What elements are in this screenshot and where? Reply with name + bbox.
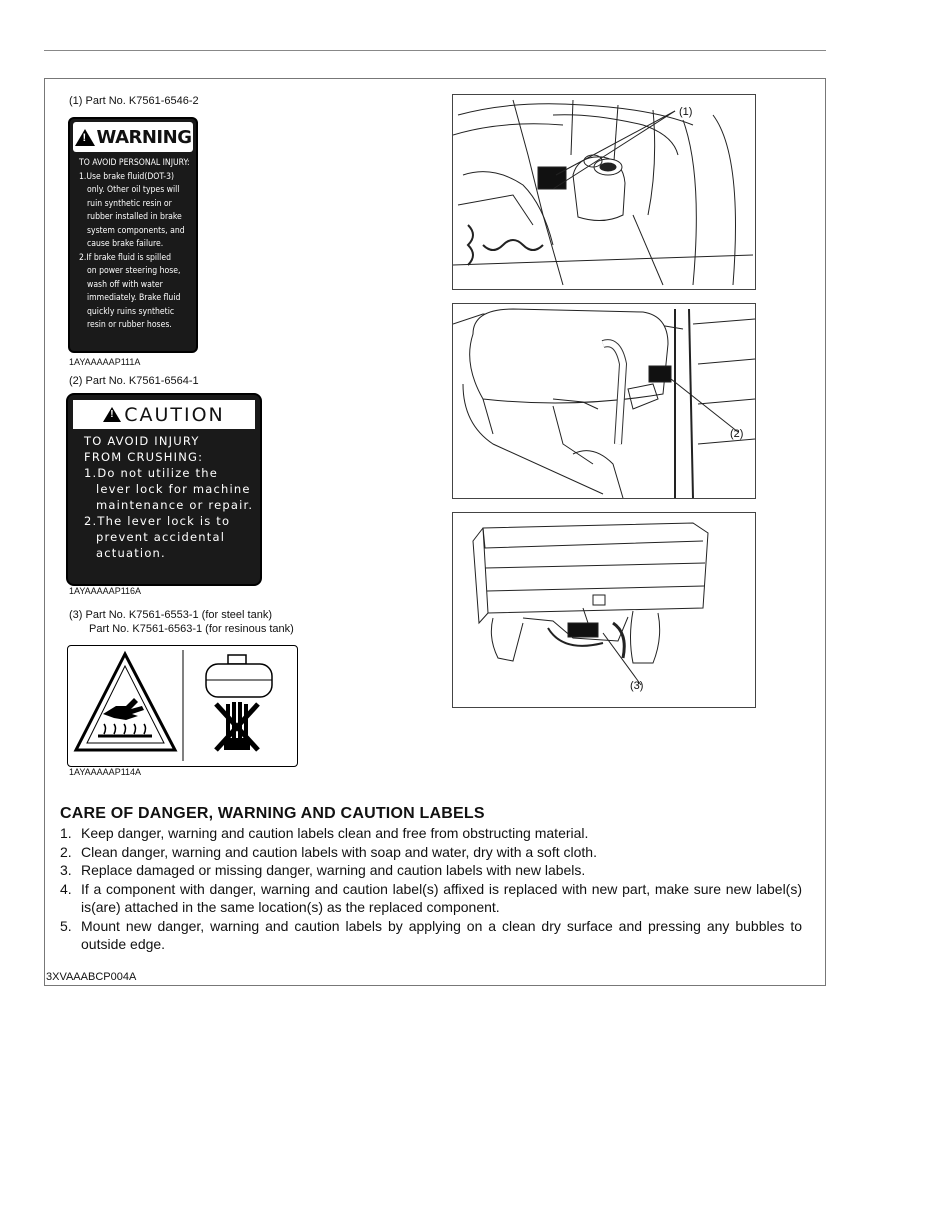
caution-line: 2.The lever lock is to	[84, 514, 231, 528]
warning-triangle-icon: !	[75, 129, 95, 146]
care-item-text: Clean danger, warning and caution labels with soap and water, dry with a soft cloth.	[81, 843, 597, 860]
figure-fuel-tank	[452, 512, 756, 708]
label-3-caption-1: (3) Part No. K7561-6553-1 (for steel tank)	[69, 609, 272, 621]
care-item	[60, 843, 802, 862]
care-item	[60, 917, 802, 954]
care-item	[60, 880, 802, 917]
label-2-caption: (2) Part No. K7561-6564-1	[69, 375, 199, 387]
label-3-code: 1AYAAAAAP114A	[69, 767, 142, 777]
fuel-tank-illustration	[453, 513, 755, 707]
hot-surface-pictogram-icon	[68, 646, 296, 765]
care-item-text: Replace damaged or missing danger, warning and caution labels with new labels.	[81, 862, 586, 878]
warning-line: on power steering hose,	[87, 266, 181, 276]
document-code: 3XVAAABCP004A	[46, 971, 137, 983]
care-item-text: If a component with danger, warning and caution label(s) affixed is replaced with new part, make sure new label(s) is(are) attached in the same location(s) as the replaced component.	[81, 880, 802, 915]
caution-label	[66, 393, 262, 586]
callout-1: (1)	[679, 106, 693, 118]
warning-line: resin or rubber hoses.	[87, 320, 172, 330]
warning-line: wash off with water	[87, 279, 163, 290]
callout-3: (3)	[630, 680, 644, 692]
caution-line: 1.Do not utilize the	[84, 466, 219, 480]
header-rule	[44, 50, 826, 51]
warning-line: 1.Use brake fluid(DOT-3)	[79, 171, 175, 182]
caution-body	[84, 433, 254, 561]
care-item-number: 2.	[60, 843, 72, 860]
hot-surface-label	[67, 645, 298, 767]
caution-line: prevent accidental	[96, 530, 226, 544]
warning-line: 2.If brake fluid is spilled	[79, 252, 172, 263]
care-item	[60, 824, 802, 843]
care-item-number: 1.	[60, 825, 72, 841]
warning-line: rubber installed in brake	[87, 212, 182, 222]
caution-line: lever lock for machine	[96, 482, 251, 496]
warning-line: immediately. Brake fluid	[87, 293, 181, 303]
care-item-number: 5.	[60, 917, 72, 934]
care-section-title: CARE OF DANGER, WARNING AND CAUTION LABELS	[60, 805, 485, 822]
care-item-number: 3.	[60, 862, 72, 878]
warning-line: TO AVOID PERSONAL INJURY:	[79, 158, 190, 168]
label-1-caption: (1) Part No. K7561-6546-2	[69, 95, 199, 107]
caution-triangle-icon: !	[103, 407, 121, 422]
caution-heading-text: CAUTION	[124, 403, 225, 426]
label-3-caption-2: Part No. K7561-6563-1 (for resinous tank)	[89, 623, 294, 635]
care-item-number: 4.	[60, 880, 72, 897]
warning-heading	[73, 122, 193, 152]
caution-line: maintenance or repair.	[96, 498, 254, 512]
caution-line: FROM CRUSHING:	[84, 450, 204, 464]
caution-line: actuation.	[96, 546, 166, 560]
label-2-code: 1AYAAAAAP116A	[69, 586, 142, 596]
lever-lock-illustration	[453, 304, 755, 498]
warning-body	[79, 157, 190, 333]
care-item-text: Mount new danger, warning and caution labels by applying on a clean dry surface and pressing any bubbles to outside edge.	[81, 917, 802, 952]
warning-heading-text: WARNING	[96, 126, 192, 148]
caution-line: TO AVOID INJURY	[84, 434, 200, 448]
care-item-text: Keep danger, warning and caution labels clean and free from obstructing material.	[81, 825, 589, 841]
care-instructions-list	[60, 824, 802, 954]
warning-line: system components, and	[87, 225, 185, 236]
callout-2: (2)	[730, 428, 744, 440]
warning-label	[68, 117, 198, 353]
care-item	[60, 861, 802, 880]
warning-line: quickly ruins synthetic	[87, 306, 175, 317]
caution-heading	[73, 400, 255, 429]
figure-brake-reservoir	[452, 94, 756, 290]
warning-line: ruin synthetic resin or	[87, 198, 172, 209]
label-1-code: 1AYAAAAAP111A	[69, 357, 141, 367]
warning-line: cause brake failure.	[87, 239, 164, 249]
warning-line: only. Other oil types will	[87, 185, 180, 195]
brake-reservoir-illustration	[453, 95, 755, 289]
figure-lever-lock	[452, 303, 756, 499]
